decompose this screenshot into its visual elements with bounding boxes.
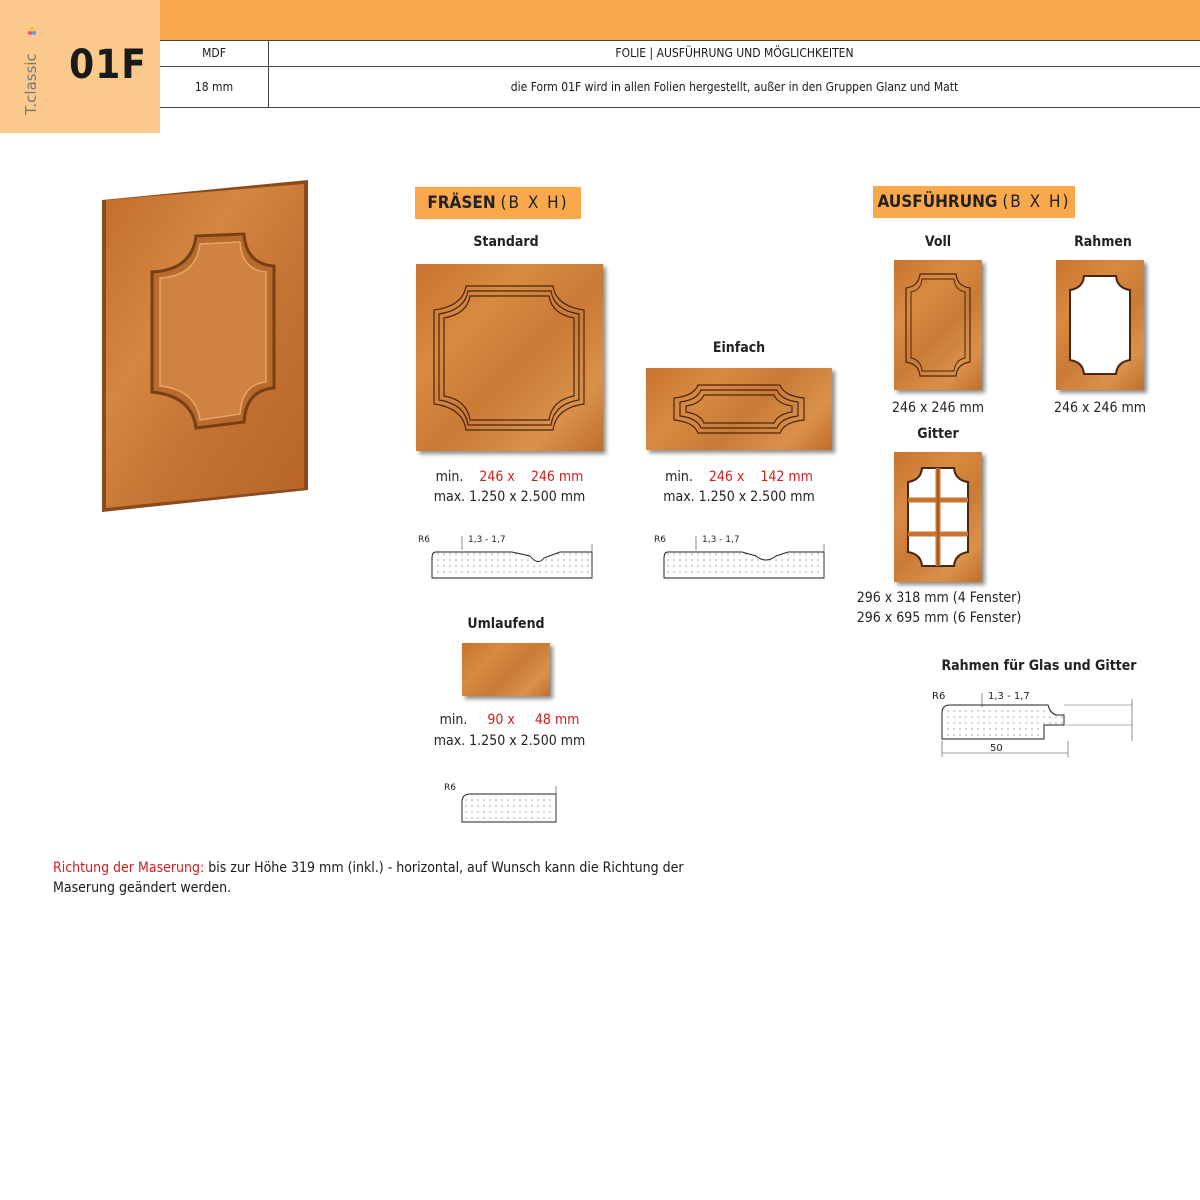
voll-size: 246 x 246 mm [891,400,985,416]
einfach-profile-drawing [648,528,830,582]
rahmen-profile-label: Rahmen für Glas und Gitter [941,658,1137,674]
ausfuehrung-dims: (B X H) [1002,192,1071,212]
grain-direction-note [53,858,693,898]
standard-sample [416,264,603,451]
einfach-sample [646,368,832,450]
ausfuehrung-section-header [873,186,1075,218]
spec-col2-value: die Form 01F wird in allen Folien hergestellt, außer in den Gruppen Glanz und Matt [269,67,1200,108]
rahmen-profile-depth: 1,3 - 1,7 [988,691,1030,702]
ausfuehrung-title: AUSFÜHRUNG [877,192,998,212]
umlaufend-profile-radius: R6 [444,783,456,793]
gitter-size-6: 296 x 695 mm (6 Fenster) [856,610,1022,626]
einfach-profile-depth: 1,3 - 1,7 [702,535,740,545]
spec-header-row [160,40,1200,67]
standard-min [416,467,603,487]
umlaufend-label: Umlaufend [467,616,545,632]
brand-logo [10,25,50,115]
rahmen-label: Rahmen [1074,234,1132,250]
standard-label: Standard [473,234,539,250]
fraesen-section-header [415,187,581,219]
spec-col1-value: 18 mm [160,67,269,108]
grain-direction-label: Richtung der Maserung: [53,860,205,876]
spec-col2-header: FOLIE | AUSFÜHRUNG UND MÖGLICHKEITEN [269,40,1200,67]
standard-profile-depth: 1,3 - 1,7 [468,535,506,545]
fraesen-dims: (B X H) [500,193,569,213]
einfach-min-height: 142 mm [760,469,813,485]
rahmen-sample [1056,260,1144,390]
brand-text: T.classic [22,53,40,115]
einfach-min-width: 246 x [708,469,745,485]
standard-min-prefix: min. [435,469,464,485]
einfach-max: max. 1.250 x 2.500 mm [663,489,815,505]
rahmen-size: 246 x 246 mm [1053,400,1147,416]
einfach-min-prefix: min. [665,469,693,485]
gitter-size-4: 296 x 318 mm (4 Fenster) [856,590,1022,606]
gitter-sample [894,452,982,582]
umlaufend-min-prefix: min. [439,712,468,728]
gitter-label: Gitter [917,426,959,442]
umlaufend-min [416,710,603,730]
rahmen-profile-radius: R6 [932,691,946,702]
voll-label: Voll [924,234,952,250]
fraesen-title: FRÄSEN [427,193,496,213]
standard-max: max. 1.250 x 2.500 mm [433,489,586,505]
product-code: 01F [69,42,147,88]
rahmen-profile-drawing [928,685,1138,757]
rahmen-profile-width: 50 [990,743,1003,754]
spec-col1-header: MDF [160,40,269,67]
door-front-illustration [96,178,316,518]
umlaufend-max: max. 1.250 x 2.500 mm [433,733,586,749]
standard-profile-drawing [412,528,602,582]
standard-min-width: 246 x [479,469,515,485]
umlaufend-min-height: 48 mm [534,712,580,728]
einfach-label: Einfach [712,340,766,356]
umlaufend-min-width: 90 x [487,712,515,728]
header-bar [160,0,1200,41]
umlaufend-profile-drawing [440,780,564,826]
spec-value-row [160,67,1200,108]
einfach-profile-radius: R6 [654,535,666,545]
einfach-min [646,467,832,487]
umlaufend-sample [462,643,550,696]
standard-min-height: 246 mm [530,469,584,485]
voll-sample [894,260,982,390]
spec-table [160,40,1200,108]
standard-profile-radius: R6 [418,535,430,545]
grain-direction-text: bis zur Höhe 319 mm (inkl.) - horizontal, auf Wunsch kann die Richtung der Maserung geändert werden. [53,860,684,896]
